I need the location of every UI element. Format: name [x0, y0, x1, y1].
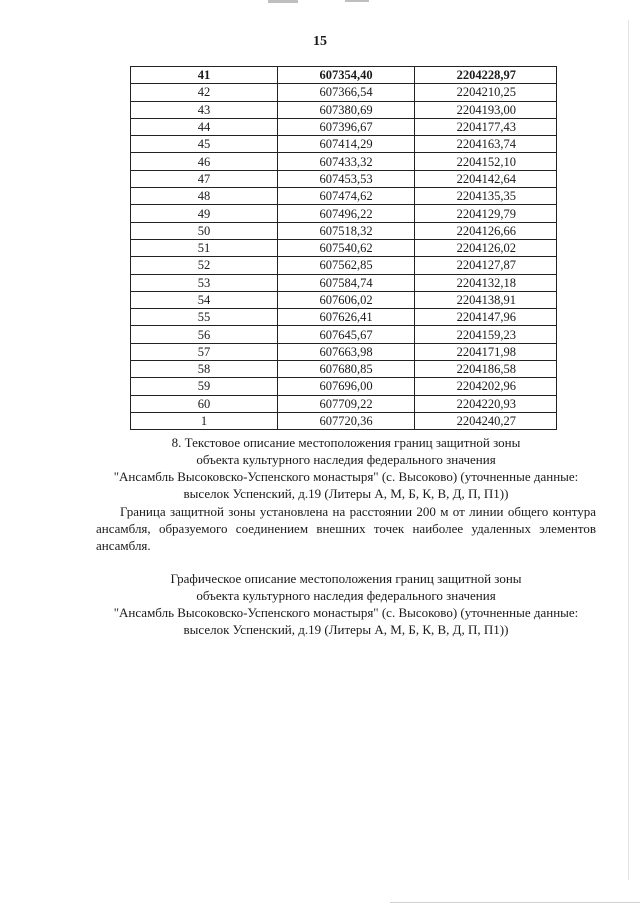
- y-coordinate-cell: 2204152,10: [415, 153, 557, 170]
- x-coordinate-cell: 607433,32: [278, 153, 415, 170]
- y-coordinate-cell: 2204228,97: [415, 67, 557, 84]
- table-row: [131, 395, 557, 412]
- table-row: [131, 101, 557, 118]
- section-8-line: выселок Успенский, д.19 (Литеры А, М, Б, К, В, Д, П, П1)): [183, 486, 509, 501]
- y-coordinate-cell: 2204129,79: [415, 205, 557, 222]
- table-row: [131, 361, 557, 378]
- y-coordinate-cell: 2204127,87: [415, 257, 557, 274]
- point-number-cell: 57: [131, 343, 278, 360]
- point-number-cell: 41: [131, 67, 278, 84]
- x-coordinate-cell: 607414,29: [278, 136, 415, 153]
- x-coordinate-cell: 607518,32: [278, 222, 415, 239]
- x-coordinate-cell: 607396,67: [278, 118, 415, 135]
- point-number-cell: 44: [131, 118, 278, 135]
- page-number: 15: [313, 34, 327, 49]
- section-8-line: объекта культурного наследия федерального значения: [196, 452, 496, 467]
- y-coordinate-cell: 2204159,23: [415, 326, 557, 343]
- x-coordinate-cell: 607720,36: [278, 412, 415, 429]
- point-number-cell: 50: [131, 222, 278, 239]
- table-row: [131, 153, 557, 170]
- x-coordinate-cell: 607496,22: [278, 205, 415, 222]
- y-coordinate-cell: 2204193,00: [415, 101, 557, 118]
- section-8-title: [96, 434, 596, 502]
- y-coordinate-cell: 2204138,91: [415, 291, 557, 308]
- x-coordinate-cell: 607474,62: [278, 188, 415, 205]
- point-number-cell: 49: [131, 205, 278, 222]
- y-coordinate-cell: 2204171,98: [415, 343, 557, 360]
- point-number-cell: 51: [131, 239, 278, 256]
- graphic-title-line: Графическое описание местоположения границ защитной зоны: [170, 571, 522, 586]
- point-number-cell: 58: [131, 361, 278, 378]
- x-coordinate-cell: 607680,85: [278, 361, 415, 378]
- table-row: [131, 412, 557, 429]
- point-number-cell: 53: [131, 274, 278, 291]
- x-coordinate-cell: 607584,74: [278, 274, 415, 291]
- point-number-cell: 55: [131, 309, 278, 326]
- x-coordinate-cell: 607626,41: [278, 309, 415, 326]
- x-coordinate-cell: 607606,02: [278, 291, 415, 308]
- x-coordinate-cell: 607540,62: [278, 239, 415, 256]
- graphic-title-line: выселок Успенский, д.19 (Литеры А, М, Б, К, В, Д, П, П1)): [183, 622, 509, 637]
- point-number-cell: 42: [131, 84, 278, 101]
- point-number-cell: 43: [131, 101, 278, 118]
- x-coordinate-cell: 607645,67: [278, 326, 415, 343]
- point-number-cell: 52: [131, 257, 278, 274]
- x-coordinate-cell: 607366,54: [278, 84, 415, 101]
- table-row: [131, 136, 557, 153]
- graphic-title-line: "Ансамбль Высоковско-Успенского монастыря" (с. Высоково) (уточненные данные:: [113, 605, 579, 620]
- point-number-cell: 56: [131, 326, 278, 343]
- scan-edge-bottom: [390, 902, 640, 903]
- table-row: [131, 291, 557, 308]
- point-number-cell: 60: [131, 395, 278, 412]
- table-row: [131, 205, 557, 222]
- table-row: [131, 378, 557, 395]
- table-row: [131, 84, 557, 101]
- table-row: [131, 257, 557, 274]
- graphic-title-line: объекта культурного наследия федерального значения: [196, 588, 496, 603]
- x-coordinate-cell: 607354,40: [278, 67, 415, 84]
- scan-mark-top: [268, 0, 298, 3]
- y-coordinate-cell: 2204210,25: [415, 84, 557, 101]
- y-coordinate-cell: 2204163,74: [415, 136, 557, 153]
- x-coordinate-cell: 607562,85: [278, 257, 415, 274]
- point-number-cell: 47: [131, 170, 278, 187]
- table-row: [131, 274, 557, 291]
- table-row: [131, 343, 557, 360]
- point-number-cell: 59: [131, 378, 278, 395]
- section-8-line: 8. Текстовое описание местоположения границ защитной зоны: [171, 435, 521, 450]
- scan-mark-top-2: [345, 0, 369, 2]
- y-coordinate-cell: 2204142,64: [415, 170, 557, 187]
- table-row: [131, 326, 557, 343]
- y-coordinate-cell: 2204202,96: [415, 378, 557, 395]
- table-row: [131, 222, 557, 239]
- y-coordinate-cell: 2204135,35: [415, 188, 557, 205]
- section-8-line: "Ансамбль Высоковско-Успенского монастыря" (с. Высоково) (уточненные данные:: [113, 469, 579, 484]
- x-coordinate-cell: 607709,22: [278, 395, 415, 412]
- table-row: [131, 170, 557, 187]
- point-number-cell: 45: [131, 136, 278, 153]
- point-number-cell: 1: [131, 412, 278, 429]
- y-coordinate-cell: 2204126,02: [415, 239, 557, 256]
- y-coordinate-cell: 2204132,18: [415, 274, 557, 291]
- point-number-cell: 54: [131, 291, 278, 308]
- x-coordinate-cell: 607380,69: [278, 101, 415, 118]
- table-row: [131, 188, 557, 205]
- scan-edge-right: [628, 20, 629, 880]
- y-coordinate-cell: 2204186,58: [415, 361, 557, 378]
- y-coordinate-cell: 2204177,43: [415, 118, 557, 135]
- table-row: [131, 239, 557, 256]
- point-number-cell: 46: [131, 153, 278, 170]
- table-row: [131, 309, 557, 326]
- x-coordinate-cell: 607453,53: [278, 170, 415, 187]
- y-coordinate-cell: 2204240,27: [415, 412, 557, 429]
- y-coordinate-cell: 2204220,93: [415, 395, 557, 412]
- table-row: [131, 67, 557, 84]
- graphic-description-title: [96, 570, 596, 638]
- x-coordinate-cell: 607696,00: [278, 378, 415, 395]
- coordinates-table: [130, 66, 557, 430]
- y-coordinate-cell: 2204147,96: [415, 309, 557, 326]
- point-number-cell: 48: [131, 188, 278, 205]
- x-coordinate-cell: 607663,98: [278, 343, 415, 360]
- boundary-paragraph: Граница защитной зоны установлена на расстоянии 200 м от линии общего контура ансамбля, образуемого соединением внешних точек наиболее удаленных элементов ансамбля.: [96, 504, 596, 553]
- y-coordinate-cell: 2204126,66: [415, 222, 557, 239]
- table-row: [131, 118, 557, 135]
